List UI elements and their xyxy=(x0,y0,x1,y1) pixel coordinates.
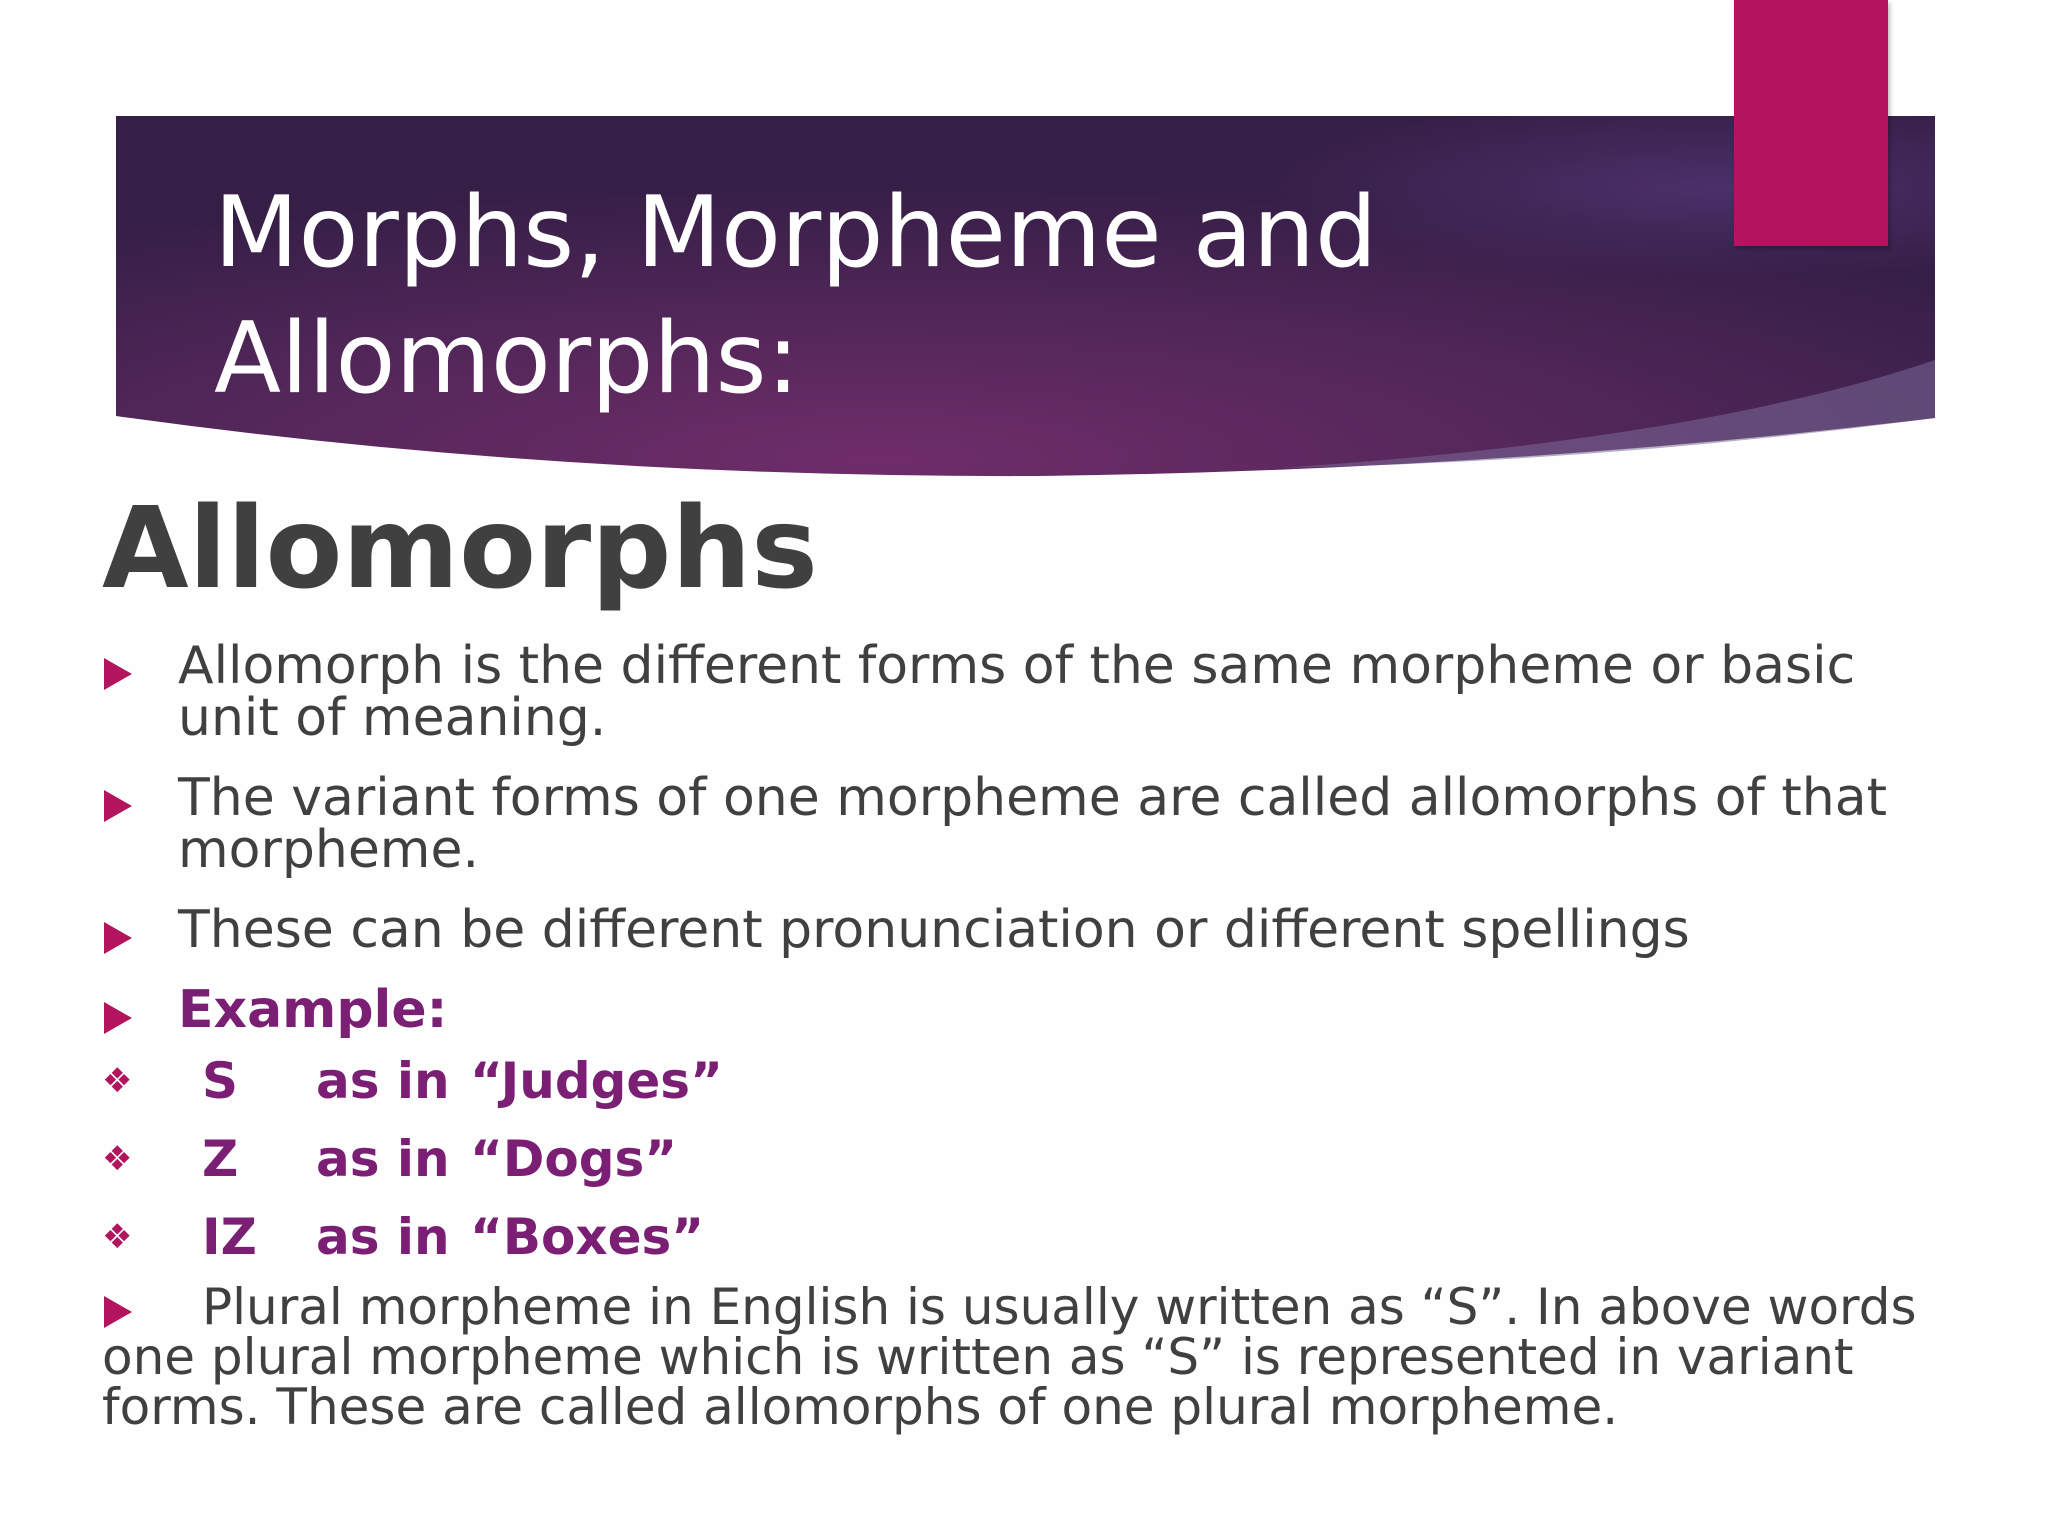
example-heading-item xyxy=(102,980,1962,1040)
example-word: “Judges” xyxy=(470,1052,723,1110)
example-row xyxy=(102,1120,1962,1198)
triangle-bullet-icon xyxy=(104,1296,132,1328)
example-as-in: as in xyxy=(316,1130,450,1188)
example-row xyxy=(102,1042,1962,1120)
example-as-in: as in xyxy=(316,1208,450,1266)
accent-tab xyxy=(1734,0,1888,246)
closing-paragraph xyxy=(102,1278,1962,1436)
example-symbol: Z xyxy=(202,1130,239,1188)
bullet-text: These can be different pronunciation or different spellings xyxy=(178,900,1690,960)
triangle-bullet-icon xyxy=(104,658,132,690)
example-as-in: as in xyxy=(316,1052,450,1110)
list-item xyxy=(102,900,1962,960)
list-item xyxy=(102,636,1962,748)
diamond-bullet-icon: ❖ xyxy=(102,1139,133,1179)
example-word: “Boxes” xyxy=(470,1208,705,1266)
example-label: Example: xyxy=(178,980,448,1040)
section-heading: Allomorphs xyxy=(102,484,818,614)
diamond-bullet-icon: ❖ xyxy=(102,1061,133,1101)
bullet-text: Allomorph is the different forms of the same morpheme or basic unit of meaning. xyxy=(178,636,1856,748)
slide-title xyxy=(214,170,1664,422)
bullet-list xyxy=(102,636,1962,1436)
bullet-text: The variant forms of one morpheme are called allomorphs of that morpheme. xyxy=(178,768,1887,880)
triangle-bullet-icon xyxy=(104,790,132,822)
example-symbol: IZ xyxy=(202,1208,257,1266)
triangle-bullet-icon xyxy=(104,1002,132,1034)
paragraph-text: Plural morpheme in English is usually written as “S”. In above words one plural morpheme which is written as “S” is represented in variant forms. These are called allomorphs of one plural morpheme. xyxy=(102,1278,1917,1436)
title-line-1: Morphs, Morpheme and xyxy=(214,176,1378,290)
title-line-2: Allomorphs: xyxy=(214,302,800,416)
example-word: “Dogs” xyxy=(470,1130,678,1188)
example-symbol: S xyxy=(202,1052,239,1110)
list-item xyxy=(102,768,1962,880)
example-row xyxy=(102,1198,1962,1276)
diamond-bullet-icon: ❖ xyxy=(102,1217,133,1257)
triangle-bullet-icon xyxy=(104,922,132,954)
